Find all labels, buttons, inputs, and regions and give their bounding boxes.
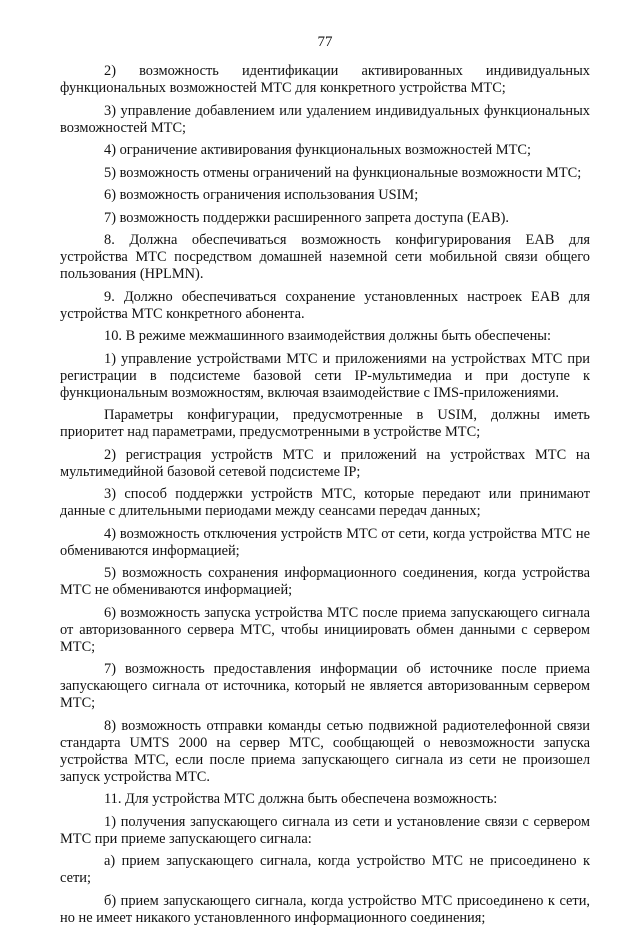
paragraph: 2) регистрация устройств МТС и приложений на устройствах МТС на мультимедийной базовой сетевой подсистеме IP; (60, 446, 590, 480)
paragraph: 3) управление добавлением или удалением индивидуальных функциональных возможностей МТС; (60, 102, 590, 136)
paragraph: 2) возможность идентификации активированных индивидуальных функциональных возможностей МТС для конкретного устройства МТС; (60, 63, 590, 96)
paragraph: 4) ограничение активирования функциональных возможностей МТС; (104, 142, 531, 158)
paragraph: Параметры конфигурации, предусмотренные в USIM, должны иметь приоритет над параметрами, предусмотренными в устройстве МТС; (60, 407, 590, 440)
paragraph: 1) получения запускающего сигнала из сети и установление связи с сервером МТС при приеме запускающего сигнала: (60, 813, 590, 847)
paragraph: б) прием запускающего сигнала, когда устройство МТС присоединено к сети, но не имеет никакого установленного информационного соединения; (60, 892, 590, 926)
paragraph: 6) возможность запуска устройства МТС после приема запускающего сигнала от авторизованного сервера МТС, чтобы инициировать обмен данными с сервером МТС; (60, 604, 590, 655)
paragraph: 7) возможность предоставления информации об источнике после приема запускающего сигнала от источника, который не является авторизованным сервером МТС; (60, 661, 590, 711)
page-number: 77 (317, 34, 333, 50)
paragraph: 6) возможность ограничения использования USIM; (104, 187, 419, 203)
paragraph: 4) возможность отключения устройств МТС от сети, когда устройства МТС не обмениваются информацией; (60, 525, 590, 559)
paragraph: 8. Должна обеспечиваться возможность конфигурирования EAB для устройства МТС посредством домашней наземной сети мобильной связи общего пользования (HPLMN). (60, 232, 590, 282)
paragraph: 10. В режиме межмашинного взаимодействия должны быть обеспечены: (104, 328, 551, 344)
paragraph: а) прием запускающего сигнала, когда устройство МТС не присоединено к сети; (60, 853, 590, 886)
paragraph: 3) способ поддержки устройств МТС, которые передают или принимают данные с длительными периодами между сеансами передач данных; (60, 486, 590, 519)
paragraph: 7) возможность поддержки расширенного запрета доступа (EAB). (104, 209, 509, 226)
paragraph: 1) управление устройствами МТС и приложениями на устройствах МТС при регистрации в подсистеме базовой сети IP-мультимедиа и при доступе к функциональным возможностям, включая взаимодействие с IMS-приложениями. (60, 350, 590, 401)
paragraph: 11. Для устройства МТС должна быть обеспечена возможность: (104, 791, 498, 807)
paragraph: 5) возможность сохранения информационного соединения, когда устройства МТС не обмениваются информацией; (60, 565, 590, 598)
document-body (60, 63, 590, 927)
paragraph: 5) возможность отмены ограничений на функциональные возможности МТС; (104, 164, 582, 181)
paragraph: 9. Должно обеспечиваться сохранение установленных настроек EAB для устройства МТС конкретного абонента. (60, 288, 590, 322)
paragraph: 8) возможность отправки команды сетью подвижной радиотелефонной связи стандарта UMTS 2000 на сервер МТС, сообщающей о невозможности запуска устройства МТС, если после приема запускающего сигнала из сети не произошел запуск устройства МТС. (60, 717, 590, 785)
